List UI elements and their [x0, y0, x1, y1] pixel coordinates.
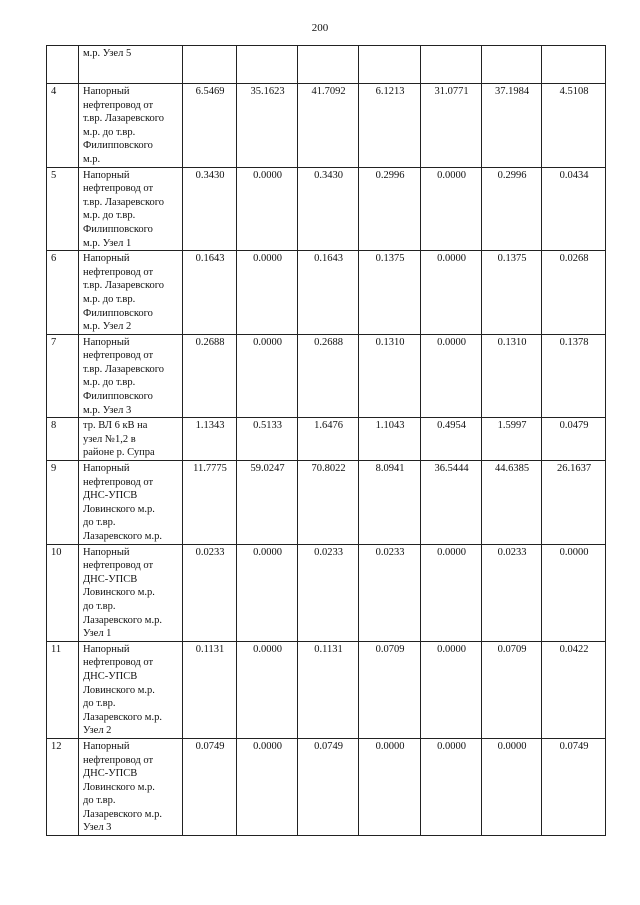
value-cell-v2: 59.0247: [237, 461, 298, 545]
value-cell-v4: 1.1043: [359, 418, 421, 461]
value-cell-v6: 0.1310: [482, 334, 542, 418]
value-cell-v5: 0.0000: [421, 167, 482, 251]
table-row: [47, 334, 606, 418]
row-number-cell: 11: [47, 641, 79, 738]
value-cell-v7: 0.0268: [542, 251, 606, 335]
name-line: ДНС-УПСВ: [83, 573, 138, 585]
page-number: 200: [311, 22, 329, 34]
name-line: м.р. Узел 3: [83, 404, 132, 416]
value-cell-v7: 0.0422: [542, 641, 606, 738]
row-number-cell: 8: [47, 418, 79, 461]
name-line: Узел 1: [83, 628, 112, 640]
value-cell-v7: 0.0749: [542, 738, 606, 835]
value-cell-v4: 0.0000: [359, 738, 421, 835]
row-number-cell: 12: [47, 738, 79, 835]
name-line: Филипповского: [83, 307, 153, 319]
value-cell: [183, 46, 237, 84]
name-line: тр. ВЛ 6 кВ на: [83, 420, 148, 432]
table-row: [47, 84, 606, 168]
row-name-cell: [79, 84, 183, 168]
value-cell-v2: 0.0000: [237, 641, 298, 738]
name-line: узел №1,2 в: [83, 433, 136, 445]
name-line: м.р. Узел 2: [83, 321, 132, 333]
value-cell-v7: 4.5108: [542, 84, 606, 168]
name-line: Напорный: [83, 643, 130, 655]
value-cell-v1: 0.0233: [183, 544, 237, 641]
value-cell: [298, 46, 359, 84]
value-cell-v4: 0.0233: [359, 544, 421, 641]
table-row: [47, 544, 606, 641]
name-line: т.вр. Лазаревского: [83, 196, 165, 208]
row-name-cell: [79, 738, 183, 835]
value-cell-v1: 6.5469: [183, 84, 237, 168]
row-name-cell: [79, 544, 183, 641]
value-cell-v6: 0.2996: [482, 167, 542, 251]
name-line: Лазаревского м.р.: [83, 808, 162, 820]
value-cell-v4: 0.1310: [359, 334, 421, 418]
value-cell-v2: 0.0000: [237, 167, 298, 251]
name-line: нефтепровод от: [83, 476, 154, 488]
row-number-cell: 9: [47, 461, 79, 545]
table-row-continuation: [47, 46, 606, 84]
value-cell-v1: 0.0749: [183, 738, 237, 835]
name-line: Филипповского: [83, 223, 153, 235]
name-line: м.р.: [83, 153, 101, 165]
name-line: Лазаревского м.р.: [83, 531, 162, 542]
name-line: Ловинского м.р.: [83, 684, 155, 696]
name-line: Напорный: [83, 169, 130, 181]
value-cell-v4: 0.2996: [359, 167, 421, 251]
value-cell-v3: 0.1131: [298, 641, 359, 738]
row-number-cell: [47, 46, 79, 84]
row-number-cell: 10: [47, 544, 79, 641]
value-cell-v6: 0.0233: [482, 544, 542, 641]
value-cell-v6: 1.5997: [482, 418, 542, 461]
name-line: т.вр. Лазаревского: [83, 280, 165, 292]
row-number-cell: 6: [47, 251, 79, 335]
name-line: Напорный: [83, 253, 130, 265]
table-row: [47, 418, 606, 461]
row-name-cell: [79, 461, 183, 545]
name-line: м.р. до т.вр.: [83, 210, 136, 222]
value-cell: [482, 46, 542, 84]
value-cell-v5: 36.5444: [421, 461, 482, 545]
name-line: Напорный: [83, 336, 130, 348]
value-cell-v7: 0.0434: [542, 167, 606, 251]
value-cell: [542, 46, 606, 84]
value-cell-v3: 0.0233: [298, 544, 359, 641]
value-cell-v5: 0.0000: [421, 738, 482, 835]
value-cell-v7: 0.1378: [542, 334, 606, 418]
row-number-cell: 4: [47, 84, 79, 168]
value-cell-v2: 0.0000: [237, 334, 298, 418]
table-row: [47, 641, 606, 738]
value-cell-v2: 0.0000: [237, 544, 298, 641]
value-cell: [421, 46, 482, 84]
value-cell-v3: 0.1643: [298, 251, 359, 335]
value-cell-v1: 1.1343: [183, 418, 237, 461]
name-line: нефтепровод от: [83, 183, 154, 195]
value-cell: [359, 46, 421, 84]
name-line: м.р. до т.вр.: [83, 126, 136, 138]
table-row: [47, 738, 606, 835]
name-line: ДНС-УПСВ: [83, 670, 138, 682]
value-cell-v1: 0.3430: [183, 167, 237, 251]
value-cell-v2: 35.1623: [237, 84, 298, 168]
value-cell-v1: 0.1131: [183, 641, 237, 738]
name-line: Лазаревского м.р.: [83, 614, 162, 626]
name-line: Филипповского: [83, 140, 153, 152]
name-line: Напорный: [83, 86, 130, 97]
value-cell-v2: 0.0000: [237, 251, 298, 335]
name-line: Филипповского: [83, 391, 153, 403]
value-cell-v5: 0.4954: [421, 418, 482, 461]
name-line: нефтепровод от: [83, 560, 154, 572]
value-cell-v1: 0.1643: [183, 251, 237, 335]
value-cell-v1: 0.2688: [183, 334, 237, 418]
name-line: до т.вр.: [83, 600, 116, 612]
name-line: м.р. до т.вр.: [83, 293, 136, 305]
row-number-cell: 7: [47, 334, 79, 418]
value-cell-v3: 0.2688: [298, 334, 359, 418]
name-line: Напорный: [83, 546, 130, 558]
value-cell-v1: 11.7775: [183, 461, 237, 545]
name-line: м.р. до т.вр.: [83, 377, 136, 389]
row-name-cell: [79, 418, 183, 461]
table-body: [47, 46, 606, 836]
value-cell-v6: 0.0709: [482, 641, 542, 738]
name-line: ДНС-УПСВ: [83, 490, 138, 502]
table-row: [47, 251, 606, 335]
name-line: Ловинского м.р.: [83, 587, 155, 599]
value-cell-v3: 70.8022: [298, 461, 359, 545]
table-row: [47, 167, 606, 251]
value-cell-v2: 0.5133: [237, 418, 298, 461]
name-line: до т.вр.: [83, 795, 116, 807]
value-cell-v6: 0.1375: [482, 251, 542, 335]
name-line: т.вр. Лазаревского: [83, 363, 165, 375]
name-line: районе р. Супра: [83, 447, 155, 459]
name-line: Узел 2: [83, 725, 112, 737]
name-line: Напорный: [83, 740, 130, 752]
name-line: нефтепровод от: [83, 350, 154, 362]
name-line: Ловинского м.р.: [83, 503, 155, 515]
value-cell-v5: 0.0000: [421, 251, 482, 335]
value-cell-v6: 0.0000: [482, 738, 542, 835]
value-cell: [237, 46, 298, 84]
name-line: нефтепровод от: [83, 754, 154, 766]
value-cell-v7: 0.0479: [542, 418, 606, 461]
value-cell-v5: 0.0000: [421, 641, 482, 738]
value-cell-v3: 0.3430: [298, 167, 359, 251]
value-cell-v5: 0.0000: [421, 544, 482, 641]
row-name-cell: [79, 167, 183, 251]
row-number-cell: 5: [47, 167, 79, 251]
name-line: Узел 3: [83, 822, 112, 834]
value-cell-v4: 0.1375: [359, 251, 421, 335]
name-line: до т.вр.: [83, 698, 116, 710]
row-name-cell: [79, 251, 183, 335]
data-table: [46, 45, 606, 836]
name-line: ДНС-УПСВ: [83, 768, 138, 780]
value-cell-v4: 8.0941: [359, 461, 421, 545]
name-line: нефтепровод от: [83, 99, 154, 111]
row-name-cell: м.р. Узел 5: [79, 46, 183, 84]
value-cell-v3: 1.6476: [298, 418, 359, 461]
name-line: м.р. Узел 1: [83, 237, 132, 249]
value-cell-v5: 0.0000: [421, 334, 482, 418]
value-cell-v4: 6.1213: [359, 84, 421, 168]
value-cell-v5: 31.0771: [421, 84, 482, 168]
value-cell-v3: 41.7092: [298, 84, 359, 168]
name-line: до т.вр.: [83, 517, 116, 529]
value-cell-v6: 44.6385: [482, 461, 542, 545]
name-line: нефтепровод от: [83, 657, 154, 669]
value-cell-v4: 0.0709: [359, 641, 421, 738]
name-line: нефтепровод от: [83, 266, 154, 278]
row-name-cell: [79, 334, 183, 418]
value-cell-v7: 0.0000: [542, 544, 606, 641]
value-cell-v7: 26.1637: [542, 461, 606, 545]
value-cell-v3: 0.0749: [298, 738, 359, 835]
value-cell-v2: 0.0000: [237, 738, 298, 835]
table-row: [47, 461, 606, 545]
name-line: Лазаревского м.р.: [83, 711, 162, 723]
name-line: Напорный: [83, 463, 130, 475]
value-cell-v6: 37.1984: [482, 84, 542, 168]
row-name-cell: [79, 641, 183, 738]
name-line: Ловинского м.р.: [83, 781, 155, 793]
name-line: т.вр. Лазаревского: [83, 113, 165, 125]
